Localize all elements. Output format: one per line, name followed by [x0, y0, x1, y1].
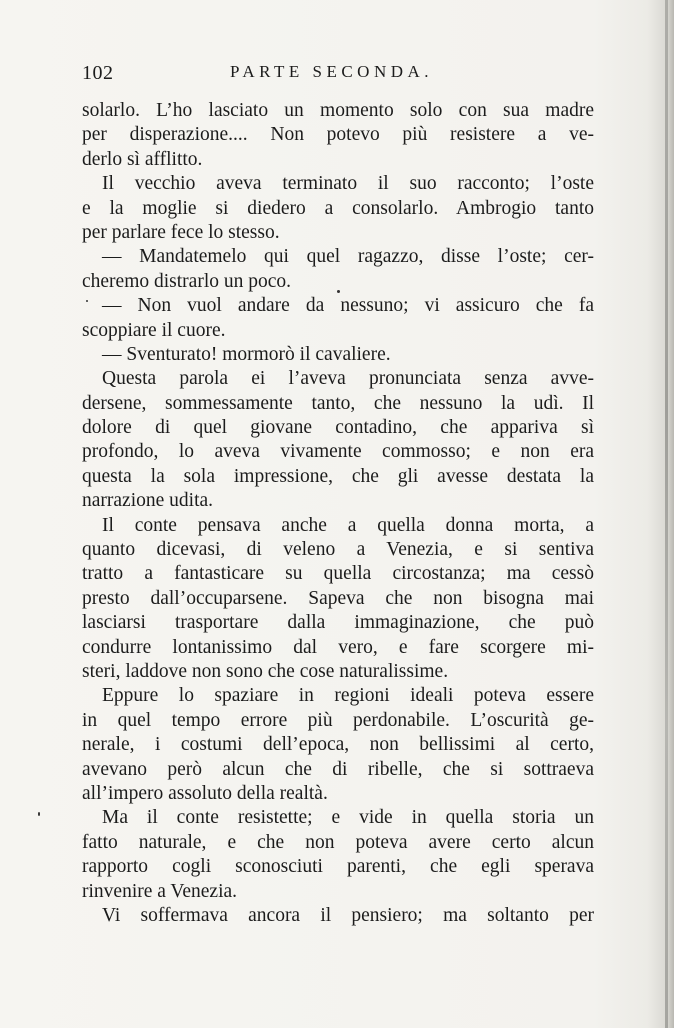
- text-line: rapporto cogli sconosciuti parenti, che egli sperava: [82, 856, 594, 878]
- text-line: cheremo distrarlo un poco.: [82, 270, 292, 292]
- running-head: PARTE SECONDA.: [230, 62, 434, 81]
- text-line: — Sventurato! mormorò il cavaliere.: [102, 343, 391, 365]
- text-line: questa la sola impressione, che gli avesse destata la: [82, 465, 594, 487]
- text-line: — Non vuol andare da nessuno; vi assicuro che fa: [102, 295, 594, 317]
- text-line: presto dall’occuparsene. Sapeva che non bisogna mai: [82, 587, 594, 609]
- text-line: rinvenire a Venezia.: [82, 880, 238, 902]
- text-line: dersene, sommessamente tanto, che nessuno la udì. Il: [82, 392, 594, 414]
- text-line: — Mandatemelo qui quel ragazzo, disse l’oste; cer-: [102, 246, 594, 268]
- text-line: Vi soffermava ancora il pensiero; ma soltanto per: [102, 904, 594, 926]
- page-header: [82, 62, 594, 92]
- text-line: tratto a fantasticare su quella circostanza; ma cessò: [82, 563, 594, 585]
- text-line: per parlare fece lo stesso.: [82, 221, 280, 243]
- text-line: e la moglie si diedero a consolarlo. Ambrogio tanto: [82, 197, 594, 219]
- text-line: narrazione udita.: [82, 490, 214, 512]
- text-line: Il conte pensava anche a quella donna morta, a: [102, 514, 594, 536]
- text-line: derlo sì afflitto.: [82, 148, 203, 170]
- text-line: scoppiare il cuore.: [82, 319, 226, 341]
- text-line: per disperazione.... Non potevo più resistere a ve-: [82, 124, 594, 146]
- page-number: 102: [82, 62, 114, 84]
- text-line: condurre lontanissimo dal vero, e fare scorgere mi-: [82, 636, 594, 658]
- text-line: all’impero assoluto della realtà.: [82, 782, 328, 804]
- print-speck: [337, 290, 340, 293]
- text-line: profondo, lo aveva vivamente commosso; e non era: [82, 441, 594, 463]
- text-line: Eppure lo spaziare in regioni ideali poteva essere: [102, 685, 594, 707]
- text-line: solarlo. L’ho lasciato un momento solo con sua madre: [82, 100, 594, 121]
- text-line: fatto naturale, e che non poteva avere certo alcun: [82, 831, 594, 853]
- text-line: nerale, i costumi dell’epoca, non bellissimi al certo,: [82, 734, 594, 756]
- text-line: dolore di quel giovane contadino, che appariva sì: [82, 417, 594, 439]
- page-gutter-shadow: [665, 0, 668, 1028]
- text-line: quanto dicevasi, di veleno a Venezia, e si sentiva: [82, 539, 594, 561]
- text-line: Il vecchio aveva terminato il suo racconto; l’oste: [102, 173, 594, 195]
- text-line: Questa parola ei l’aveva pronunciata senza avve-: [102, 368, 594, 390]
- print-speck: [38, 812, 40, 816]
- text-line: in quel tempo errore più perdonabile. L’oscurità ge-: [82, 709, 594, 731]
- text-line: steri, laddove non sono che cose naturalissime.: [82, 660, 449, 682]
- text-line: Ma il conte resistette; e vide in quella storia un: [102, 807, 594, 829]
- text-line: avevano però alcun che di ribelle, che si sottraeva: [82, 758, 594, 780]
- print-speck: [86, 300, 88, 302]
- body-text: [82, 99, 594, 928]
- text-line: lasciarsi trasportare dalla immaginazione, che può: [82, 612, 594, 634]
